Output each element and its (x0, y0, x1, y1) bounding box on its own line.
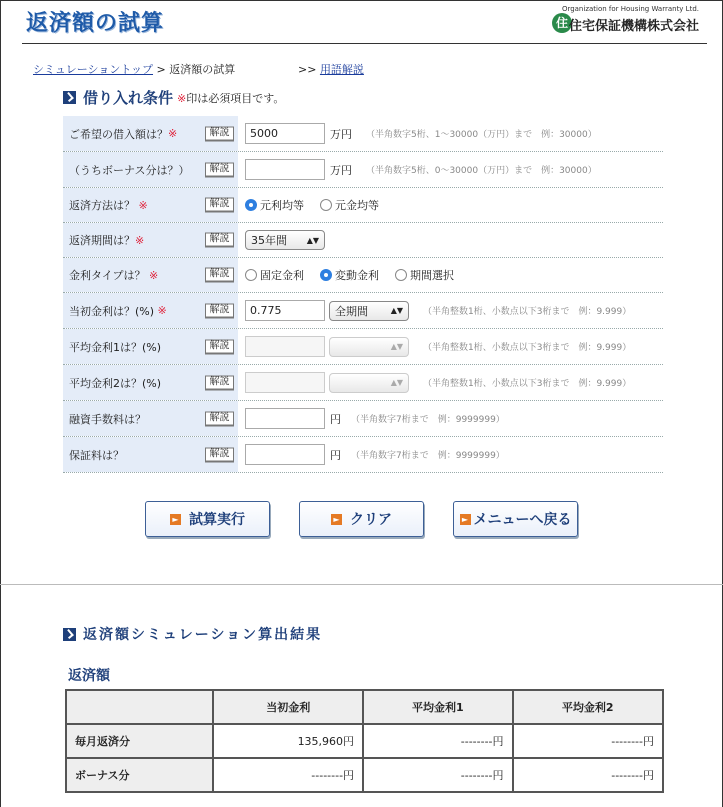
radio-checked-icon (245, 199, 257, 211)
form-row-repay-method (63, 188, 663, 223)
section-marker-icon (63, 91, 76, 104)
avg-rate1-period-select[interactable] (329, 337, 409, 357)
form-row-fee (63, 401, 663, 437)
radio-checked-icon (320, 269, 332, 281)
rate-type-variable-radio[interactable]: 変動金利 (320, 267, 379, 283)
bonus-amount-help-button[interactable]: 解説 (205, 162, 234, 177)
section-divider (0, 584, 723, 585)
initial-rate-hint: （半角整数1桁、小数点以下3桁まで 例：9.999） (423, 307, 632, 317)
form-row-guarantee (63, 437, 663, 473)
form-row-rate-type (63, 258, 663, 293)
select-arrows-icon: ▲▼ (390, 342, 403, 351)
arrow-right-icon: ► (170, 514, 181, 525)
company-logo-icon: 住 (552, 13, 572, 33)
results-heading-text: 返済額シミュレーション算出結果 (83, 627, 323, 643)
initial-rate-input[interactable]: 0.775 (245, 300, 325, 321)
radio-unchecked-icon (320, 199, 332, 211)
run-simulation-button[interactable]: ► 試算実行 (145, 501, 270, 537)
fee-label: 融資手数料は？ (63, 401, 238, 436)
org-name-jp: 住宅保証機構株式会社 (568, 19, 699, 34)
conditions-heading (63, 87, 284, 108)
avg-rate2-hint: （半角整数1桁、小数点以下3桁まで 例：9.999） (423, 379, 632, 389)
fee-unit: 円 (330, 412, 341, 426)
repay-method-equal-principal-radio[interactable]: 元金均等 (320, 197, 379, 213)
glossary-link[interactable]: 用語解説 (319, 63, 364, 76)
rate-type-period-select-radio[interactable]: 期間選択 (395, 267, 454, 283)
breadcrumb-current: 返済額の試算 (169, 63, 236, 76)
guarantee-input[interactable] (245, 444, 325, 465)
section-marker-icon (63, 628, 76, 641)
monthly-initial-rate-value: 135,960円 (213, 724, 363, 758)
glossary-prefix: >> (298, 63, 317, 76)
repay-period-label: 返済期間は？ ※ (63, 223, 238, 257)
glossary-nav (298, 61, 364, 77)
fee-help-button[interactable]: 解説 (205, 411, 234, 426)
required-note-text: 印は必須項目です。 (186, 91, 285, 105)
rate-type-help-button[interactable]: 解説 (205, 268, 234, 283)
avg-rate2-period-select[interactable] (329, 373, 409, 393)
arrow-right-icon: ► (331, 514, 342, 525)
monthly-avg-rate2-value: --------円 (513, 724, 663, 758)
form-row-initial-rate (63, 293, 663, 329)
breadcrumb (33, 61, 235, 77)
repay-method-label: 返済方法は？ ※ (63, 188, 238, 222)
column-header-avg-rate1: 平均金利1 (363, 690, 512, 724)
repay-period-help-button[interactable]: 解説 (205, 233, 234, 248)
form-row-repay-period (63, 223, 663, 258)
avg-rate2-input[interactable] (245, 372, 325, 393)
radio-unchecked-icon (395, 269, 407, 281)
select-arrows-icon: ▲▼ (306, 235, 319, 245)
loan-amount-input[interactable]: 5000 (245, 123, 325, 144)
breadcrumb-simulation-top-link[interactable]: シミュレーショントップ (33, 63, 154, 76)
column-header-initial-rate: 当初金利 (213, 690, 363, 724)
select-arrows-icon: ▲▼ (390, 378, 403, 387)
guarantee-hint: （半角数字7桁まで 例：9999999） (351, 451, 505, 461)
bonus-amount-input[interactable] (245, 159, 325, 180)
repay-method-equal-payment-radio[interactable]: 元利均等 (245, 197, 304, 213)
table-row (66, 724, 663, 758)
arrow-right-icon: ► (460, 514, 471, 525)
results-subheading: 返済額 (68, 668, 110, 684)
guarantee-label: 保証料は？ (63, 437, 238, 472)
required-mark: ※ (177, 91, 187, 105)
page-header (22, 0, 707, 44)
bonus-amount-unit: 万円 (330, 163, 352, 177)
rate-type-fixed-radio[interactable]: 固定金利 (245, 267, 304, 283)
fee-input[interactable] (245, 408, 325, 429)
radio-unchecked-icon (245, 269, 257, 281)
table-corner-cell (66, 690, 213, 724)
select-arrows-icon: ▲▼ (390, 306, 403, 315)
bonus-avg-rate2-value: --------円 (513, 758, 663, 792)
row-header-bonus: ボーナス分 (66, 758, 213, 792)
form-row-loan-amount (63, 116, 663, 152)
avg-rate2-help-button[interactable]: 解説 (205, 375, 234, 390)
initial-rate-period-select[interactable]: 全期間 ▲▼ (329, 301, 409, 321)
column-header-avg-rate2: 平均金利2 (513, 690, 663, 724)
initial-rate-help-button[interactable]: 解説 (205, 303, 234, 318)
bonus-avg-rate1-value: --------円 (363, 758, 512, 792)
guarantee-help-button[interactable]: 解説 (205, 447, 234, 462)
row-header-monthly: 毎月返済分 (66, 724, 213, 758)
avg-rate1-help-button[interactable]: 解説 (205, 339, 234, 354)
guarantee-unit: 円 (330, 448, 341, 462)
table-row (66, 758, 663, 792)
repay-method-help-button[interactable]: 解説 (205, 198, 234, 213)
repay-period-select[interactable]: 35年間 ▲▼ (245, 230, 325, 250)
avg-rate1-label: 平均金利1は？(%) (63, 329, 238, 364)
form-row-bonus-amount (63, 152, 663, 188)
initial-rate-label: 当初金利は？(%) ※ (63, 293, 238, 328)
bonus-amount-label: （うちボーナス分は？） (63, 152, 238, 187)
back-to-menu-button[interactable]: ► メニューへ戻る (453, 501, 578, 537)
results-heading (63, 624, 322, 644)
conditions-heading-text: 借り入れ条件 (83, 89, 174, 107)
breadcrumb-separator: > (156, 63, 166, 76)
avg-rate1-hint: （半角整数1桁、小数点以下3桁まで 例：9.999） (423, 343, 632, 353)
loan-amount-label: ご希望の借入額は？ ※ (63, 116, 238, 151)
monthly-avg-rate1-value: --------円 (363, 724, 512, 758)
clear-button[interactable]: ► クリア (299, 501, 424, 537)
form-row-avg-rate1 (63, 329, 663, 365)
bonus-amount-hint: （半角数字5桁、0〜30000（万円）まで 例：30000） (366, 166, 597, 176)
table-header-row (66, 690, 663, 724)
avg-rate2-label: 平均金利2は？(%) (63, 365, 238, 400)
org-name-en: Organization for Housing Warranty Ltd. (561, 5, 699, 13)
form-row-avg-rate2 (63, 365, 663, 401)
results-table (65, 689, 664, 793)
rate-type-label: 金利タイプは？ ※ (63, 258, 238, 292)
fee-hint: （半角数字7桁まで 例：9999999） (351, 415, 505, 425)
avg-rate1-input[interactable] (245, 336, 325, 357)
bonus-initial-rate-value: --------円 (213, 758, 363, 792)
page-title: 返済額の試算 (26, 11, 165, 36)
loan-amount-unit: 万円 (330, 127, 352, 141)
required-note (177, 90, 284, 106)
loan-amount-help-button[interactable]: 解説 (205, 126, 234, 141)
loan-amount-hint: （半角数字5桁、1〜30000（万円）まで 例：30000） (366, 130, 597, 140)
